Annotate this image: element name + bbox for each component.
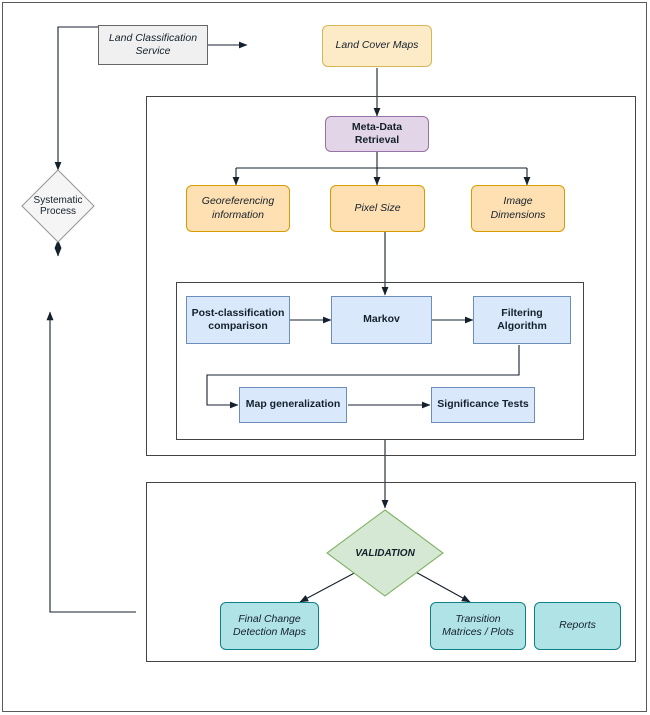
node-filtering-algorithm[interactable] xyxy=(473,296,571,344)
node-image-dimensions-label: Image Dimensions xyxy=(490,195,546,221)
node-post-classification-comparison-label: Post-classification comparison xyxy=(191,306,285,332)
node-georeferencing-information[interactable] xyxy=(186,185,290,232)
node-validation[interactable] xyxy=(325,508,445,598)
node-georeferencing-information-label: Georeferencing information xyxy=(201,195,275,221)
node-markov[interactable] xyxy=(331,296,432,344)
node-final-change-detection-maps[interactable] xyxy=(220,602,319,650)
node-systematic-process-label: Systematic Process xyxy=(33,195,83,217)
node-pixel-size-label: Pixel Size xyxy=(354,201,401,214)
node-meta-data-retrieval[interactable] xyxy=(325,116,429,152)
node-reports[interactable] xyxy=(534,602,621,650)
node-reports-label: Reports xyxy=(559,619,596,632)
node-post-classification-comparison[interactable] xyxy=(186,296,290,344)
node-pixel-size[interactable] xyxy=(330,185,425,232)
node-markov-label: Markov xyxy=(363,313,400,326)
node-meta-data-retrieval-label: Meta-Data Retrieval xyxy=(351,120,403,146)
node-land-cover-maps-label: Land Cover Maps xyxy=(335,39,419,52)
node-image-dimensions[interactable] xyxy=(471,185,565,232)
node-map-generalization[interactable] xyxy=(239,387,347,423)
node-land-classification-service[interactable] xyxy=(98,25,208,65)
node-land-cover-maps[interactable] xyxy=(322,25,432,67)
node-transition-matrices-plots[interactable] xyxy=(430,602,526,650)
node-final-change-detection-maps-label: Final Change Detection Maps xyxy=(233,612,306,638)
node-validation-label: VALIDATION xyxy=(355,547,415,559)
node-significance-tests[interactable] xyxy=(431,387,535,423)
node-filtering-algorithm-label: Filtering Algorithm xyxy=(497,306,547,332)
node-land-classification-service-label: Land Classification Service xyxy=(108,31,198,57)
node-systematic-process[interactable] xyxy=(20,168,96,244)
node-map-generalization-label: Map generalization xyxy=(245,398,341,411)
node-significance-tests-label: Significance Tests xyxy=(437,398,529,411)
node-transition-matrices-plots-label: Transition Matrices / Plots xyxy=(442,612,514,638)
